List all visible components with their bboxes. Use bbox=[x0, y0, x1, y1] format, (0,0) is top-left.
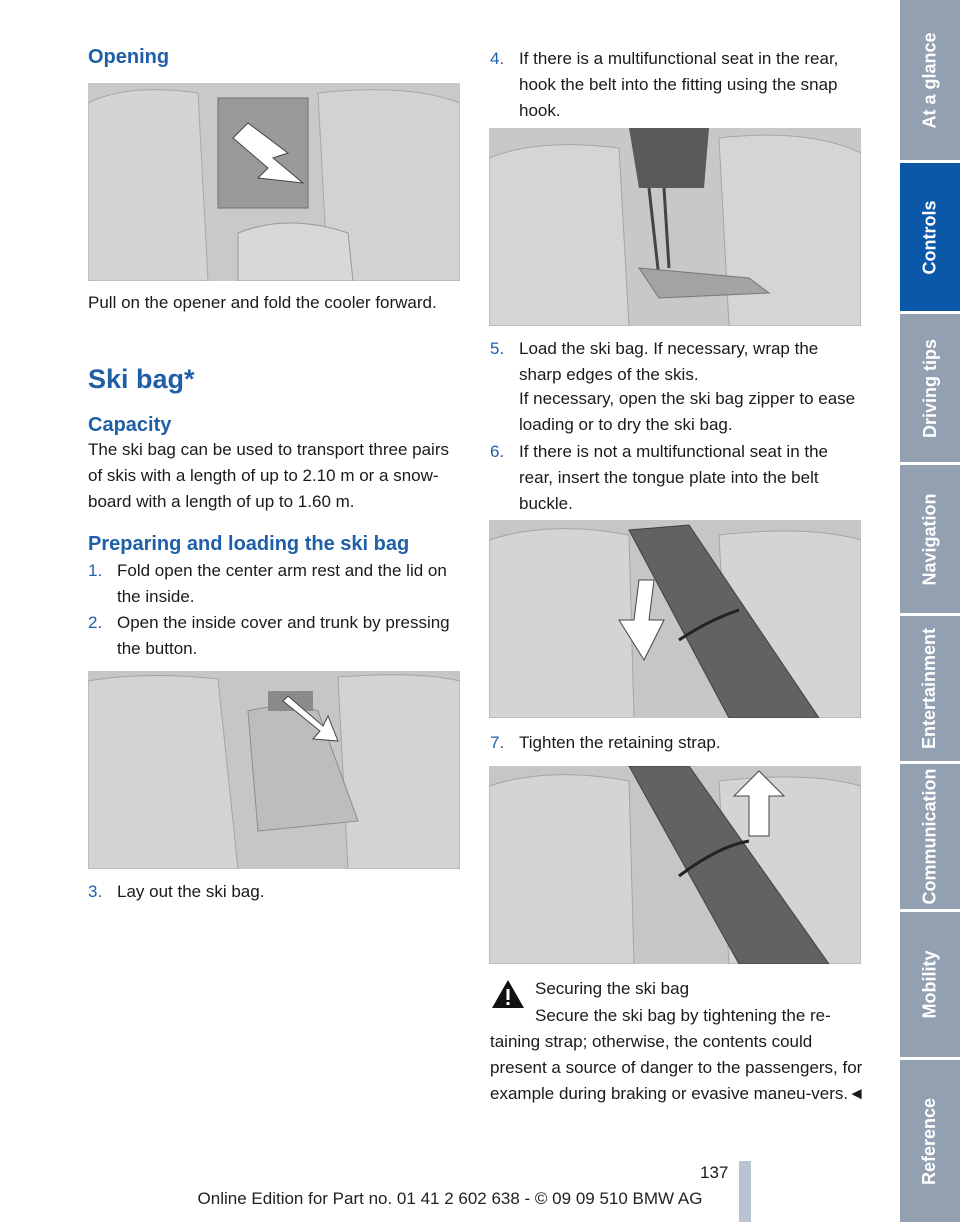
step-1: 1. Fold open the center arm rest and the lid on the inside. bbox=[88, 561, 447, 606]
step-5: 5. Load the ski bag. If necessary, wrap the sharp edges of the skis. bbox=[490, 339, 819, 384]
step-4: 4. If there is a multifunctional seat in the rear, hook the belt into the fitting using the snap hook. bbox=[490, 49, 839, 120]
tab-driving-tips[interactable]: Driving tips bbox=[900, 314, 960, 462]
warning-text: Secure the ski bag by tightening the re- bbox=[535, 1006, 831, 1025]
opening-caption: Pull on the opener and fold the cooler forward. bbox=[88, 293, 437, 312]
capacity-heading: Capacity bbox=[88, 414, 172, 436]
ski-bag-heading: Ski bag* bbox=[88, 364, 195, 394]
tab-navigation[interactable]: Navigation bbox=[900, 465, 960, 613]
preparing-heading: Preparing and loading the ski bag bbox=[88, 533, 410, 555]
step-7: 7. Tighten the retaining strap. bbox=[490, 733, 721, 752]
tab-communication[interactable]: Communication bbox=[900, 764, 960, 909]
armrest-photo bbox=[88, 671, 460, 869]
step-5-note: If necessary, open the ski bag zipper to ease loading or to dry the ski bag. bbox=[519, 389, 856, 434]
step-2: 2. Open the inside cover and trunk by pressing the button. bbox=[88, 613, 450, 658]
tab-controls[interactable]: Controls bbox=[900, 163, 960, 311]
step-3: 3. Lay out the ski bag. bbox=[88, 882, 265, 901]
footer-edition: Online Edition for Part no. 01 41 2 602 638 - © 09 09 510 BMW AG bbox=[197, 1189, 703, 1208]
tab-mobility[interactable]: Mobility bbox=[900, 912, 960, 1057]
capacity-text: The ski bag can be used to transport three pairs of skis with a length of up to 2.10 m or a snow-board with a length of up to 1.60 m. bbox=[88, 440, 449, 511]
warning-title: Securing the ski bag bbox=[535, 979, 690, 998]
warning-text-cont: taining strap; otherwise, the contents could present a source of danger to the passengers, for example during braking or evasive maneu-vers.◄ bbox=[490, 1032, 865, 1103]
section-tabs bbox=[900, 0, 960, 1222]
tab-at-a-glance[interactable]: At a glance bbox=[900, 0, 960, 160]
tongue-plate-photo bbox=[489, 520, 861, 718]
opening-photo bbox=[88, 83, 460, 281]
snap-hook-photo bbox=[489, 128, 861, 326]
tab-entertainment[interactable]: Entertainment bbox=[900, 616, 960, 761]
opening-heading: Opening bbox=[88, 46, 170, 68]
page-number: 137 bbox=[700, 1163, 729, 1182]
step-6: 6. If there is not a multifunctional seat in the rear, insert the tongue plate into the belt buckle. bbox=[490, 442, 829, 513]
strap-photo bbox=[489, 766, 861, 964]
tab-reference[interactable]: Reference bbox=[900, 1060, 960, 1222]
warning-triangle-icon bbox=[490, 978, 526, 1010]
